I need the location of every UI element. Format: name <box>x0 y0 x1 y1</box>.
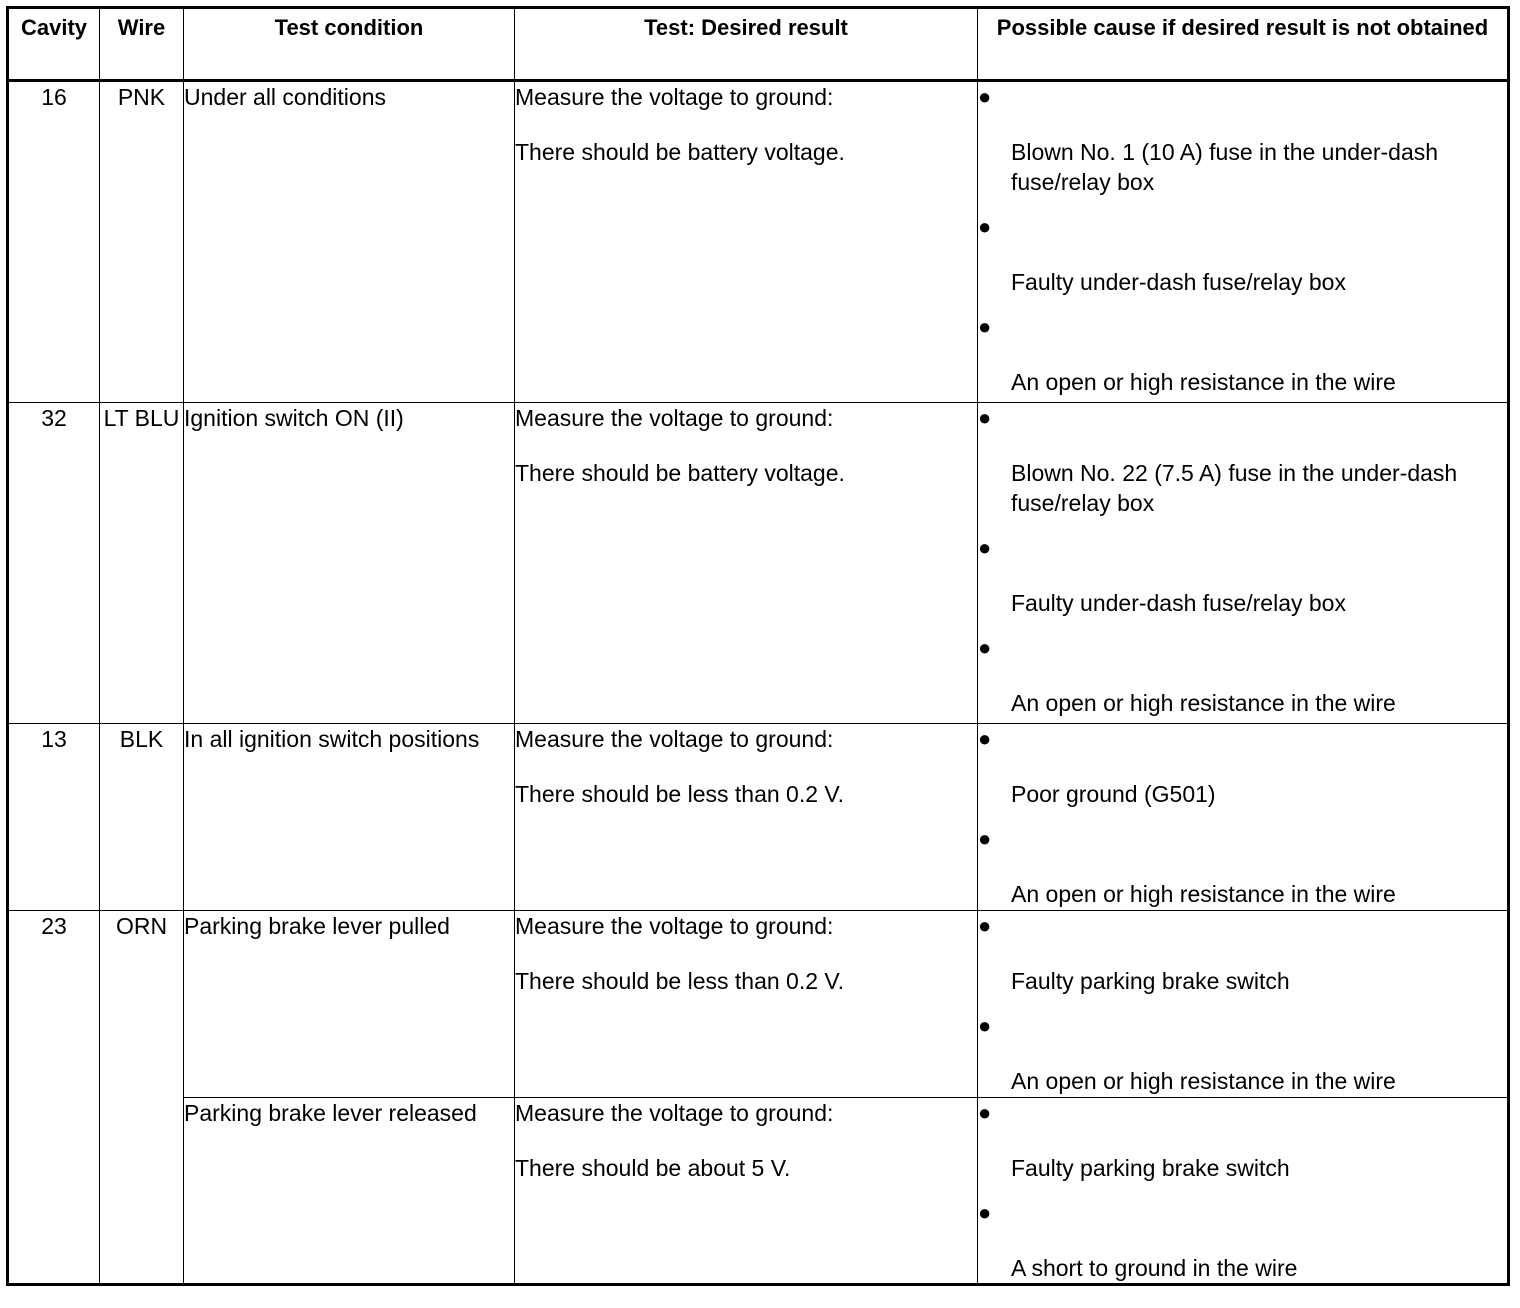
cavity-cell: 32 <box>8 403 100 724</box>
possible-cause-cell <box>978 403 1509 724</box>
table-row <box>8 911 1509 1098</box>
possible-cause-cell <box>978 724 1509 911</box>
cause-item <box>978 724 1507 809</box>
bullet-icon: ● <box>978 214 992 239</box>
cause-text: Faulty under-dash fuse/relay box <box>1011 590 1346 616</box>
cause-text: Faulty parking brake switch <box>1011 968 1290 994</box>
expected-value: There should be about 5 V. <box>515 1155 791 1181</box>
possible-cause-cell <box>978 911 1509 1098</box>
measure-instruction: Measure the voltage to ground: <box>515 726 834 752</box>
bullet-icon: ● <box>978 826 992 851</box>
cavity-cell: 16 <box>8 81 100 403</box>
expected-value: There should be battery voltage. <box>515 460 845 486</box>
desired-result-cell <box>515 724 978 911</box>
bullet-icon: ● <box>978 84 992 109</box>
cause-item <box>978 212 1507 297</box>
cause-item <box>978 633 1507 718</box>
header-test-condition: Test condition <box>184 8 515 81</box>
table-row <box>8 81 1509 403</box>
header-desired-result: Test: Desired result <box>515 8 978 81</box>
expected-value: There should be less than 0.2 V. <box>515 781 845 807</box>
desired-result-cell <box>515 81 978 403</box>
desired-result-cell <box>515 403 978 724</box>
cause-text: Blown No. 22 (7.5 A) fuse in the under-dash fuse/relay box <box>1011 460 1458 516</box>
table-row <box>8 724 1509 911</box>
table-row <box>8 403 1509 724</box>
cause-item <box>978 533 1507 618</box>
cause-item <box>978 824 1507 909</box>
test-condition-cell: In all ignition switch positions <box>184 724 515 911</box>
cause-item <box>978 1011 1507 1096</box>
test-condition-cell: Ignition switch ON (II) <box>184 403 515 724</box>
cause-item <box>978 82 1507 197</box>
measure-instruction: Measure the voltage to ground: <box>515 913 834 939</box>
wire-cell: PNK <box>100 81 184 403</box>
cause-item <box>978 403 1507 518</box>
bullet-icon: ● <box>978 913 992 938</box>
wire-cell: BLK <box>100 724 184 911</box>
header-possible-cause: Possible cause if desired result is not obtained <box>978 8 1509 81</box>
cause-item <box>978 1098 1507 1183</box>
expected-value: There should be less than 0.2 V. <box>515 968 845 994</box>
test-condition-cell: Parking brake lever released <box>184 1098 515 1285</box>
cause-text: Blown No. 1 (10 A) fuse in the under-dash fuse/relay box <box>1011 139 1439 195</box>
cause-text: Poor ground (G501) <box>1011 781 1216 807</box>
bullet-icon: ● <box>978 535 992 560</box>
header-cavity: Cavity <box>8 8 100 81</box>
measure-instruction: Measure the voltage to ground: <box>515 405 834 431</box>
cause-text: An open or high resistance in the wire <box>1011 1068 1396 1094</box>
bullet-icon: ● <box>978 635 992 660</box>
test-condition-cell: Parking brake lever pulled <box>184 911 515 1098</box>
bullet-icon: ● <box>978 1100 992 1125</box>
cause-text: An open or high resistance in the wire <box>1011 690 1396 716</box>
diagnostic-table <box>6 6 1510 1286</box>
wire-cell: LT BLU <box>100 403 184 724</box>
measure-instruction: Measure the voltage to ground: <box>515 1100 834 1126</box>
test-condition-cell: Under all conditions <box>184 81 515 403</box>
desired-result-cell <box>515 911 978 1098</box>
bullet-icon: ● <box>978 314 992 339</box>
desired-result-cell <box>515 1098 978 1285</box>
cavity-cell: 23 <box>8 911 100 1285</box>
cause-text: A short to ground in the wire <box>1011 1255 1298 1281</box>
cause-item <box>978 911 1507 996</box>
cause-text: Faulty parking brake switch <box>1011 1155 1290 1181</box>
cause-text: An open or high resistance in the wire <box>1011 881 1396 907</box>
wire-cell: ORN <box>100 911 184 1285</box>
cause-item <box>978 1198 1507 1283</box>
expected-value: There should be battery voltage. <box>515 139 845 165</box>
bullet-icon: ● <box>978 405 992 430</box>
cause-text: Faulty under-dash fuse/relay box <box>1011 269 1346 295</box>
cavity-cell: 13 <box>8 724 100 911</box>
possible-cause-cell <box>978 1098 1509 1285</box>
possible-cause-cell <box>978 81 1509 403</box>
header-wire: Wire <box>100 8 184 81</box>
cause-item <box>978 312 1507 397</box>
measure-instruction: Measure the voltage to ground: <box>515 84 834 110</box>
bullet-icon: ● <box>978 1200 992 1225</box>
bullet-icon: ● <box>978 1013 992 1038</box>
cause-text: An open or high resistance in the wire <box>1011 369 1396 395</box>
table-row <box>8 1098 1509 1285</box>
bullet-icon: ● <box>978 726 992 751</box>
header-row <box>8 8 1509 81</box>
